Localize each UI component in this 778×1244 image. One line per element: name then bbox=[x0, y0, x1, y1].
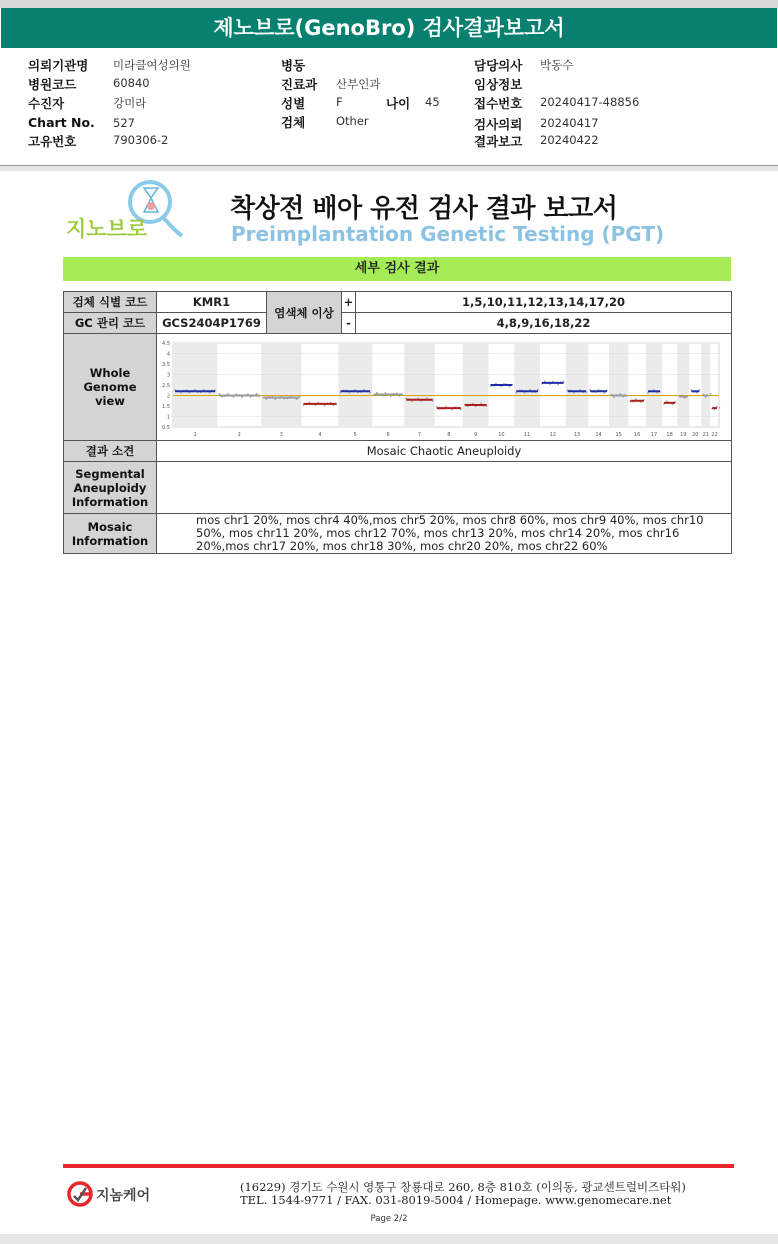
data-point bbox=[613, 396, 615, 398]
bottom-strip bbox=[0, 1234, 778, 1244]
data-point bbox=[180, 392, 182, 394]
chromosome-band bbox=[609, 343, 628, 427]
x-tick-label: 21 bbox=[702, 431, 709, 438]
x-tick-label: 16 bbox=[633, 431, 641, 438]
data-point bbox=[390, 395, 392, 397]
unique-value: 790306-2 bbox=[113, 133, 169, 147]
specimen-value: Other bbox=[336, 114, 369, 128]
gc-label: GC 관리 코드 bbox=[64, 313, 157, 334]
wgv-label: Whole Genome view bbox=[64, 334, 157, 441]
institution-value: 미라클여성의원 bbox=[113, 58, 191, 72]
data-point bbox=[603, 392, 605, 394]
whole-genome-chart bbox=[157, 335, 732, 440]
x-tick-label: 4 bbox=[318, 431, 322, 438]
x-tick-label: 1 bbox=[193, 431, 197, 438]
logo-text: 지노브로 bbox=[66, 217, 148, 241]
x-tick-label: 14 bbox=[595, 431, 602, 438]
doctor-label: 담당의사 bbox=[474, 58, 523, 73]
mosaic-label: Mosaic Information bbox=[64, 514, 157, 554]
data-point bbox=[363, 388, 365, 390]
chromosome-band bbox=[463, 343, 489, 427]
institution-label: 의뢰기관명 bbox=[28, 58, 89, 73]
data-point bbox=[411, 400, 413, 402]
dept-label: 진료과 bbox=[281, 77, 318, 92]
age-value: 45 bbox=[425, 95, 440, 109]
age-label: 나이 bbox=[386, 96, 411, 111]
data-point bbox=[666, 400, 668, 402]
data-point bbox=[719, 406, 721, 408]
y-tick-label: 1.5 bbox=[162, 403, 170, 410]
chromosome-band bbox=[514, 343, 540, 427]
segmental-value bbox=[157, 462, 732, 514]
data-point bbox=[690, 388, 692, 390]
chromosome-band bbox=[173, 343, 217, 427]
unique-label: 고유번호 bbox=[28, 134, 77, 149]
minus-sign: - bbox=[342, 313, 356, 334]
chromosome-band bbox=[701, 343, 710, 427]
request-value: 20240417 bbox=[540, 116, 599, 130]
y-tick-label: 3 bbox=[166, 372, 170, 378]
report-title: 착상전 배아 유전 검사 결과 보고서 bbox=[230, 194, 618, 224]
data-point bbox=[509, 385, 511, 387]
sex-value: F bbox=[336, 95, 343, 109]
data-point bbox=[265, 398, 267, 400]
address-line: (16229) 경기도 수원시 영통구 창룡대로 260, 8층 810호 (이의동, 광교센트럴비즈타워) bbox=[240, 1180, 686, 1194]
recipient-label: 수진자 bbox=[28, 96, 65, 111]
dept-value: 산부인과 bbox=[336, 77, 381, 91]
data-point bbox=[460, 408, 462, 410]
specimen-id-label: 검체 식별 코드 bbox=[64, 292, 157, 313]
x-tick-label: 18 bbox=[666, 431, 673, 438]
y-tick-label: 4 bbox=[166, 351, 170, 357]
chromosome-band bbox=[338, 343, 372, 427]
gain-chromosomes: 1,5,10,11,12,13,14,17,20 bbox=[356, 292, 732, 313]
finding-value: Mosaic Chaotic Aneuploidy bbox=[157, 441, 732, 462]
data-point bbox=[227, 392, 229, 394]
chromosome-band bbox=[261, 343, 301, 427]
chromosome-band bbox=[646, 343, 662, 427]
chart-value: 527 bbox=[113, 116, 135, 130]
data-point bbox=[557, 383, 559, 385]
y-tick-label: 0.5 bbox=[162, 424, 170, 431]
chromosome-band bbox=[404, 343, 435, 427]
hospital-code-label: 병원코드 bbox=[28, 77, 77, 92]
y-tick-label: 3.5 bbox=[162, 361, 170, 368]
specimen-id-value: KMR1 bbox=[157, 292, 267, 313]
y-tick-label: 1 bbox=[166, 414, 170, 420]
top-strip bbox=[0, 0, 778, 8]
abnormal-label: 염색체 이상 bbox=[267, 292, 342, 334]
company-name: 지놈케어 bbox=[96, 1188, 151, 1204]
data-point bbox=[710, 393, 712, 395]
chart-label: Chart No. bbox=[28, 115, 95, 130]
data-point bbox=[348, 392, 350, 394]
data-point bbox=[376, 391, 378, 393]
x-tick-label: 8 bbox=[447, 431, 451, 438]
plot-frame bbox=[173, 343, 719, 427]
finding-label: 결과 소견 bbox=[64, 441, 157, 462]
x-tick-label: 19 bbox=[680, 431, 687, 438]
specimen-label: 검체 bbox=[281, 115, 306, 130]
segmental-label: Segmental Aneuploidy Information bbox=[64, 462, 157, 514]
divider-band bbox=[0, 166, 778, 171]
doctor-value: 박동수 bbox=[540, 58, 574, 72]
data-point bbox=[309, 401, 311, 403]
genobro-logo bbox=[62, 178, 192, 244]
data-point bbox=[480, 402, 482, 404]
data-point bbox=[647, 392, 649, 394]
receipt-label: 접수번호 bbox=[474, 96, 523, 111]
data-point bbox=[495, 382, 497, 384]
report-date-label: 결과보고 bbox=[474, 134, 523, 149]
clinical-label: 임상정보 bbox=[474, 77, 523, 92]
x-tick-label: 10 bbox=[498, 431, 505, 438]
x-tick-label: 13 bbox=[573, 431, 581, 438]
recipient-value: 강미라 bbox=[113, 96, 147, 110]
contact-line: TEL. 1544-9771 / FAX. 031-8019-5004 / Homepage. www.genomecare.net bbox=[240, 1193, 672, 1207]
report-date-value: 20240422 bbox=[540, 133, 599, 147]
genomecare-logo bbox=[66, 1180, 166, 1208]
y-tick-label: 2 bbox=[166, 393, 170, 399]
x-tick-label: 2 bbox=[237, 431, 241, 438]
mosaic-value: mos chr1 20%, mos chr4 40%,mos chr5 20%, mos chr8 60%, mos chr9 40%, mos chr10 50%, mos chr11 20%, mos chr12 70%, mos chr13 20%, mos chr14 20%, mos chr16 20%,mos chr17 20%, mos chr18 30%, mos chr20 20%, mos chr22 60% bbox=[157, 514, 732, 554]
ward-label: 병동 bbox=[281, 58, 306, 73]
hospital-code-value: 60840 bbox=[113, 76, 150, 90]
plus-sign: + bbox=[342, 292, 356, 313]
x-tick-label: 22 bbox=[711, 431, 718, 438]
x-tick-label: 11 bbox=[523, 431, 531, 438]
whole-genome-chart-cell bbox=[157, 334, 732, 441]
y-tick-label: 2.5 bbox=[162, 382, 170, 389]
x-tick-label: 3 bbox=[279, 431, 283, 438]
data-point bbox=[426, 397, 428, 399]
section-title: 세부 검사 결과 bbox=[63, 257, 731, 281]
chromosome-band bbox=[566, 343, 588, 427]
sex-label: 성별 bbox=[281, 96, 306, 111]
data-point bbox=[467, 405, 469, 407]
gc-value: GCS2404P1769 bbox=[157, 313, 267, 334]
footer-rule bbox=[63, 1164, 734, 1168]
results-table bbox=[63, 291, 732, 554]
x-tick-label: 6 bbox=[386, 431, 390, 438]
data-point bbox=[589, 388, 591, 390]
x-tick-label: 20 bbox=[692, 431, 699, 438]
x-tick-label: 17 bbox=[650, 431, 658, 438]
page-header: 제노브로(GenoBro) 검사결과보고서 bbox=[1, 8, 777, 48]
loss-chromosomes: 4,8,9,16,18,22 bbox=[356, 313, 732, 334]
x-tick-label: 7 bbox=[417, 431, 422, 438]
data-point bbox=[256, 392, 258, 394]
page-number: Page 2/2 bbox=[370, 1214, 408, 1224]
x-tick-label: 15 bbox=[615, 431, 622, 438]
request-label: 검사의뢰 bbox=[474, 117, 523, 132]
data-point bbox=[241, 396, 243, 398]
report-subtitle: Preimplantation Genetic Testing (PGT) bbox=[231, 222, 665, 246]
receipt-value: 20240417-48856 bbox=[540, 95, 640, 109]
data-point bbox=[194, 388, 196, 390]
footer-address bbox=[240, 1181, 686, 1207]
x-tick-label: 5 bbox=[353, 431, 357, 438]
x-tick-label: 9 bbox=[474, 431, 478, 438]
data-point bbox=[324, 404, 326, 406]
data-point bbox=[515, 392, 517, 394]
y-tick-label: 4.5 bbox=[162, 340, 170, 347]
x-tick-label: 12 bbox=[549, 431, 556, 438]
data-point bbox=[544, 380, 546, 382]
chromosome-band bbox=[677, 343, 689, 427]
